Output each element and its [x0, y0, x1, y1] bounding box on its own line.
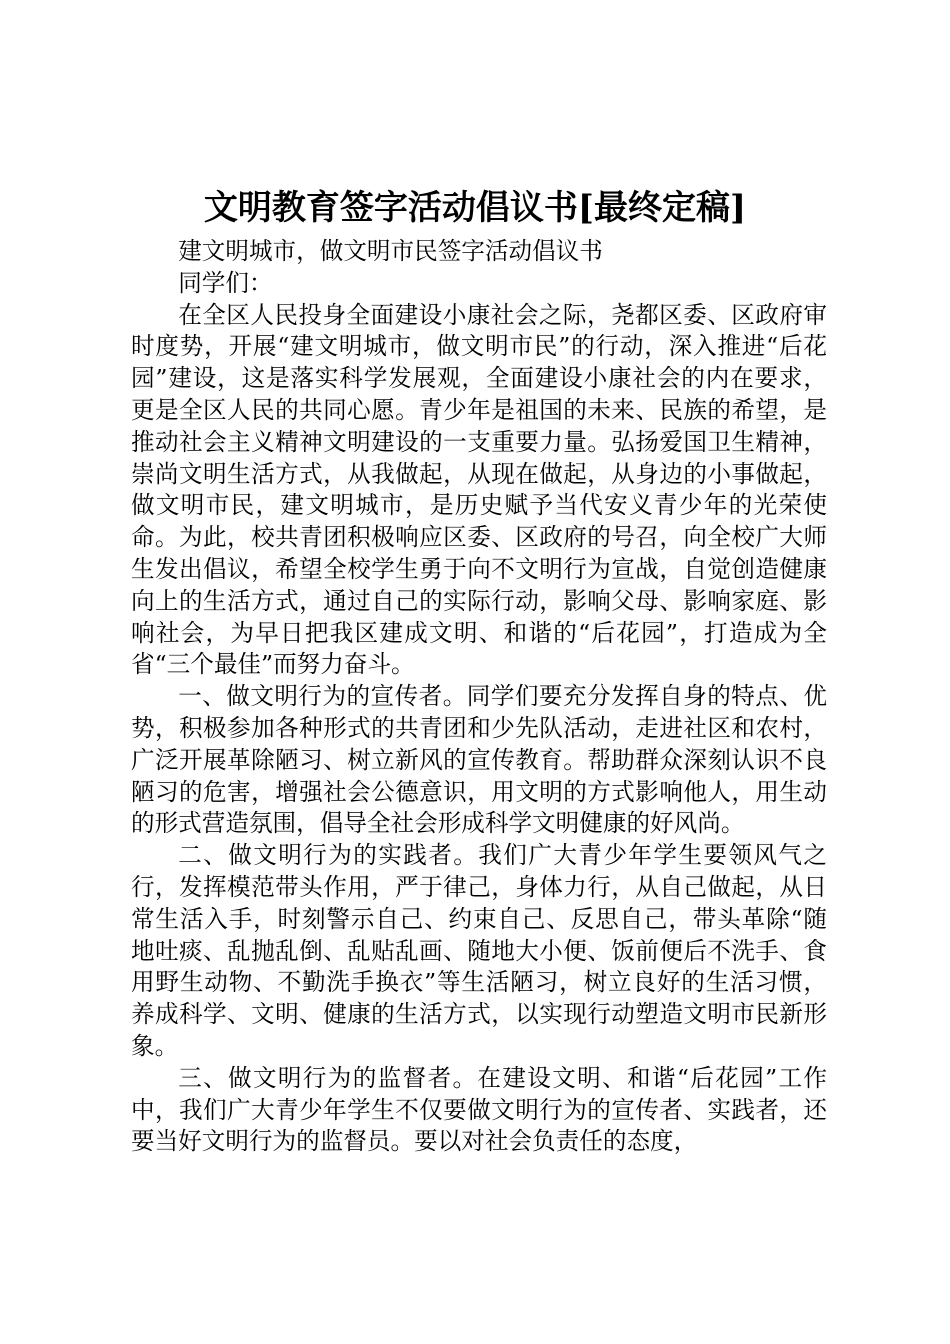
paragraph-point-three: 三、做文明行为的监督者。在建设文明、和谐“后花园”工作中，我们广大青少年学生不仅要做文明行为的宣传者、实践者，还要当好文明行为的监督员。要以对社会负责任的态度， — [131, 1063, 827, 1156]
paragraph-point-two: 二、做文明行为的实践者。我们广大青少年学生要领风气之行，发挥模范带头作用，严于律己，身体力行，从自己做起，从日常生活入手，时刻警示自己、约束自己、反思自己，带头革除“随地吐痰、乱抛乱倒、乱贴乱画、随地大小便、饭前便后不洗手、食用野生动物、不勤洗手换衣”等生活陋习，树立良好的生活习惯，养成科学、文明、健康的生活方式，以实现行动塑造文明市民新形象。 — [131, 841, 827, 1060]
paragraph-intro: 在全区人民投身全面建设小康社会之际，尧都区委、区政府审时度势，开展“建文明城市，做文明市民”的行动，深入推进“后花园”建设，这是落实科学发展观，全面建设小康社会的内在要求，更是全区人民的共同心愿。青少年是祖国的未来、民族的希望，是推动社会主义精神文明建设的一支重要力量。弘扬爱国卫生精神，崇尚文明生活方式，从我做起，从现在做起，从身边的小事做起，做文明市民，建文明城市，是历史赋予当代安义青少年的光荣使命。为此，校共青团积极响应区委、区政府的号召，向全校广大师生发出倡议，希望全校学生勇于向不文明行为宣战，自觉创造健康向上的生活方式，通过自己的实际行动，影响父母、影响家庭、影响社会，为早日把我区建成文明、和谐的“后花园”，打造成为全省“三个最佳”而努力奋斗。 — [131, 300, 827, 679]
paragraph-salutation: 同学们： — [178, 268, 273, 297]
paragraph-subtitle: 建文明城市，做文明市民签字活动倡议书 — [178, 237, 603, 265]
document-title: 文明教育签字活动倡议书[最终定稿] — [203, 188, 747, 228]
paragraph-point-one: 一、做文明行为的宣传者。同学们要充分发挥自身的特点、优势，积极参加各种形式的共青团和少先队活动，走进社区和农村，广泛开展革除陋习、树立新风的宣传教育。帮助群众深刻认识不良陋习的危害，增强社会公德意识，用文明的方式影响他人，用生动的形式营造氛围，倡导全社会形成科学文明健康的好风尚。 — [131, 682, 827, 838]
document-body — [131, 236, 827, 1158]
